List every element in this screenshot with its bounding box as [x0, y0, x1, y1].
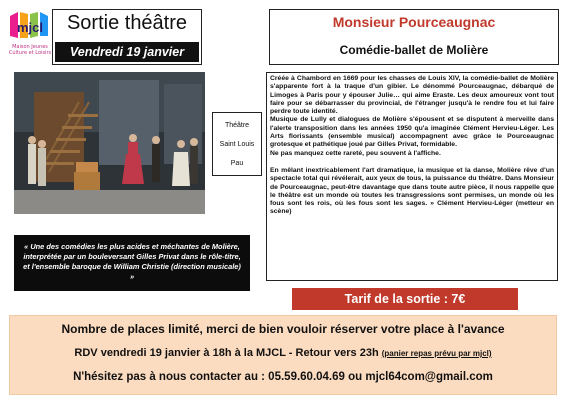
- venue-line-1: Théâtre: [224, 122, 250, 129]
- meeting-info-text: RDV vendredi 19 janvier à 18h à la MJCL - Retour vers 23h: [74, 347, 379, 359]
- contact-info-text: N'hésitez pas à nous contacter au : 05.59.60.04.69 ou mjcl64com@gmail.com: [73, 371, 493, 383]
- play-header-box: [269, 9, 559, 65]
- venue-line-2: Saint Louis: [219, 141, 255, 148]
- description-paragraph-1: Créée à Chambord en 1669 pour les chasses de Louis XIV, la comédie-ballet de Molière s'apparente fort à la traque d'un gibier. Le dénommé Pourceaugnac, débarqué de Limoges à Paris pour y épouser Julie… qui aime Eraste. Les deux amoureux vont tout faire pour se débarrasser du provincial, de l'étranger jusqu'à le rendre fou et lui faire perdre toute identité.: [270, 75, 554, 116]
- venue-line-3: Pau: [230, 160, 244, 167]
- description-paragraph-4: En mêlant inextricablement l'art dramatique, la musique et la danse, Molière rêve d'un spectacle total qui révélerait, aux yeux de tous, la puissance du théâtre. Dans Monsieur de Pourceaugnac, peut-être davantage que dans toute autre pièce, il nous rappelle que le théâtre est un monde où toutes les transgressions sont permises, un monde où les fous sont les rois, où les fous sont les sages. » Clément Hervieu-Léger (metteur en scène): [270, 166, 554, 216]
- event-type-title: Sortie théâtre: [66, 12, 188, 34]
- booking-info-box: [9, 315, 557, 395]
- logo-tagline: [6, 44, 54, 56]
- meeting-info-line: [10, 347, 556, 359]
- stage-photo-image: [14, 72, 205, 214]
- event-header-box: [52, 9, 202, 65]
- mjcl-logo: [6, 6, 54, 62]
- venue-box: [212, 112, 262, 176]
- event-date-banner: Vendredi 19 janvier: [55, 42, 199, 62]
- description-paragraph-2: Musique de Lully et dialogues de Molière s'épousent et se disputent à merveille dans l'alerte transposition dans les années 1950 qu'a imaginée Clément Hervieu-Léger. Les Arts florissants (ensemble musical) accompagnent avec grâce le Pourceaugnac grotesque et pathétique joué par Gilles Privat, formidable.: [270, 116, 554, 149]
- play-title: Monsieur Pourceaugnac: [332, 14, 496, 30]
- booking-limit-text: Nombre de places limité, merci de bien vouloir réserver votre place à l'avance: [61, 322, 505, 336]
- logo-tagline-2: Culture et Loisirs: [8, 50, 52, 56]
- press-quote-text: « Une des comédies les plus acides et méchantes de Molière, interprétée par un bouleversant Gilles Privat dans le rôle-titre, et l'ensemble baroque de William Christie (direction musicale) »: [23, 242, 241, 281]
- stage-photo: [14, 72, 205, 214]
- price-banner: Tarif de la sortie : 7€: [292, 288, 518, 310]
- play-subtitle: Comédie-ballet de Molière: [339, 43, 489, 57]
- press-quote-box: [14, 235, 250, 291]
- logo-tagline-1: Maison Jeunes: [12, 44, 48, 50]
- description-box: [266, 72, 558, 281]
- svg-text:mjcl: mjcl: [16, 20, 44, 35]
- mjcl-logo-mark: [8, 8, 52, 42]
- meal-note-text: (panier repas prévu par mjcl): [381, 349, 492, 358]
- description-paragraph-3: Ne pas manquez cette rareté, peu souvent à l'affiche.: [270, 149, 441, 157]
